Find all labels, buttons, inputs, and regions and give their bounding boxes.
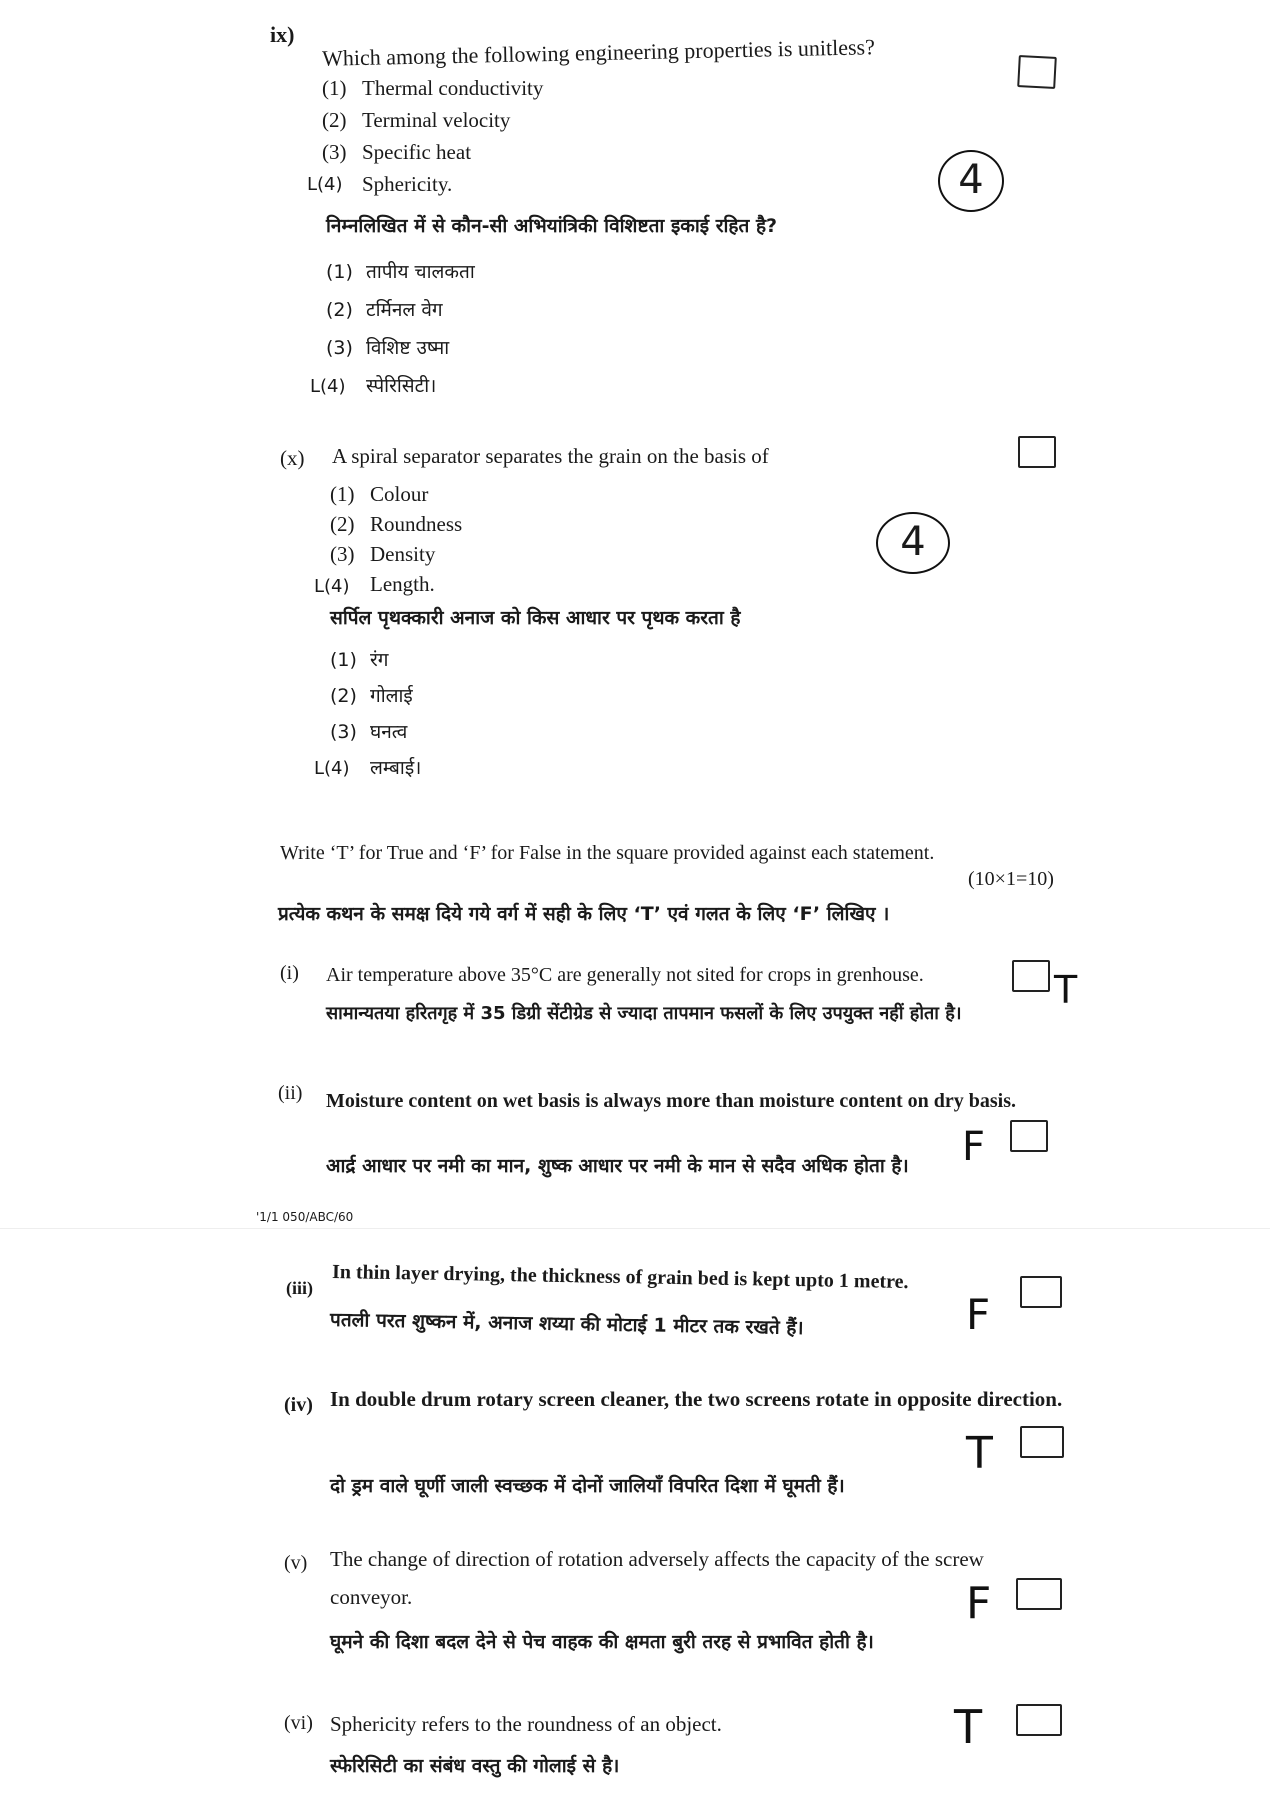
tf-item-5-box[interactable] [1016,1578,1062,1610]
q10-hindi-option-4: लम्बाई। [370,757,422,779]
q9-hindi-option-1: (1) तापीय चालकता [326,261,475,283]
tf-item-2-hindi: आर्द्र आधार पर नमी का मान, शुष्क आधार पर नमी के मान से सदैव अधिक होता है। [326,1155,909,1177]
page-footer-code: '1/1 050/ABC/60 [256,1210,354,1224]
tf-item-4-number: (iv) [284,1394,313,1416]
q9-option-3: (3) Specific heat [322,140,472,164]
q9-option-2: (2) Terminal velocity [322,108,511,132]
q10-hindi-option-2: (2) गोलाई [330,685,413,707]
q9-hindi-option-2: (2) टर्मिनल वेग [326,299,443,321]
tf-item-1-hindi: सामान्यतया हरितगृह में 35 डिग्री सेंटीग्रेड से ज्यादा तापमान फसलों के लिए उपयुक्त नहीं होता है। [326,1003,962,1024]
q10-option-3: (3) Density [330,542,436,566]
q10-hindi-answer-mark: L(4) [314,758,350,779]
tf-item-5-number: (v) [284,1552,308,1574]
tf-item-1-answer: T [1054,968,1078,1012]
q10-option-2: (2) Roundness [330,512,463,536]
tf-item-5-hindi: घूमने की दिशा बदल देने से पेच वाहक की क्षमता बुरी तरह से प्रभावित होती है। [330,1631,874,1653]
tf-item-6-number: (vi) [284,1712,313,1734]
tf-item-6-answer: T [954,1700,983,1754]
q9-answer-mark: L(4) [307,174,343,195]
q9-answer-box[interactable] [1017,55,1057,89]
q9-number: ix) [270,22,295,47]
q10-option-4: Length. [370,572,435,596]
tf-item-3-box[interactable] [1020,1276,1062,1308]
tf-item-5-answer: F [966,1578,992,1629]
tf-item-6-box[interactable] [1016,1704,1062,1736]
tf-item-4-hindi: दो ड्रम वाले घूर्णी जाली स्वच्छक में दोनों जालियाँ विपरित दिशा में घूमती हैं। [330,1475,845,1497]
tf-item-4-answer: T [966,1428,993,1479]
tf-item-2-number: (ii) [278,1082,303,1104]
tf-item-1-box[interactable] [1012,960,1050,992]
q10-answer-mark: L(4) [314,576,350,597]
tf-item-4-box[interactable] [1020,1426,1064,1458]
tf-item-2-text: Moisture content on wet basis is always more than moisture content on dry basis. [326,1090,1017,1112]
q9-hindi-answer-mark: L(4) [310,376,346,397]
tf-item-3-answer: F [966,1290,991,1339]
tf-item-2-box[interactable] [1010,1120,1048,1152]
tf-item-1-number: (i) [280,962,299,984]
tf-marks: (10×1=10) [968,868,1054,890]
q9-option-4: Sphericity. [362,172,453,196]
q10-written-answer: 4 [876,512,950,574]
tf-instruction-hindi: प्रत्येक कथन के समक्ष दिये गये वर्ग में सही के लिए ‘T’ एवं गलत के लिए ‘F’ लिखिए । [278,903,890,925]
tf-item-2-answer: F [962,1124,986,1170]
page-divider [0,1228,1270,1229]
tf-item-3-hindi: पतली परत शुष्कन में, अनाज शय्या की मोटाई 1 मीटर तक रखते हैं। [329,1308,804,1340]
tf-item-5-text: The change of direction of rotation adversely affects the capacity of the screw conveyor. [330,1547,984,1609]
q9-hindi-option-3: (3) विशिष्ट उष्मा [326,337,450,359]
q10-answer-box[interactable] [1018,436,1056,468]
tf-item-4-text: In double drum rotary screen cleaner, the two screens rotate in opposite direction. [330,1387,1063,1411]
tf-item-1-text: Air temperature above 35°C are generally not sited for crops in grenhouse. [326,964,924,986]
q9-option-1: (1) Thermal conductivity [322,76,544,100]
q10-option-1: (1) Colour [330,482,429,506]
q9-hindi-question: निम्नलिखित में से कौन-सी अभियांत्रिकी विशिष्टता इकाई रहित है? [326,215,778,237]
q10-question-text: A spiral separator separates the grain on the basis of [332,444,769,468]
tf-instruction: Write ‘T’ for True and ‘F’ for False in the square provided against each statement. [280,842,935,864]
q9-hindi-option-4: स्पेरिसिटी। [366,375,437,397]
tf-item-3-number: (iii) [286,1278,313,1298]
q10-hindi-option-3: (3) घनत्व [330,721,408,743]
q9-written-answer: 4 [938,150,1004,212]
tf-item-3-text: In thin layer drying, the thickness of grain bed is kept upto 1 metre. [331,1260,909,1294]
tf-item-6-hindi: स्फेरिसिटी का संबंध वस्तु की गोलाई से है। [330,1755,620,1777]
q10-hindi-option-1: (1) रंग [330,649,389,671]
q10-hindi-question: सर्पिल पृथक्कारी अनाज को किस आधार पर पृथक करता है [330,607,741,629]
q9-question-text: Which among the following engineering properties is unitless? [321,34,876,71]
tf-item-6-text: Sphericity refers to the roundness of an object. [330,1712,722,1736]
q10-number: (x) [280,446,305,470]
